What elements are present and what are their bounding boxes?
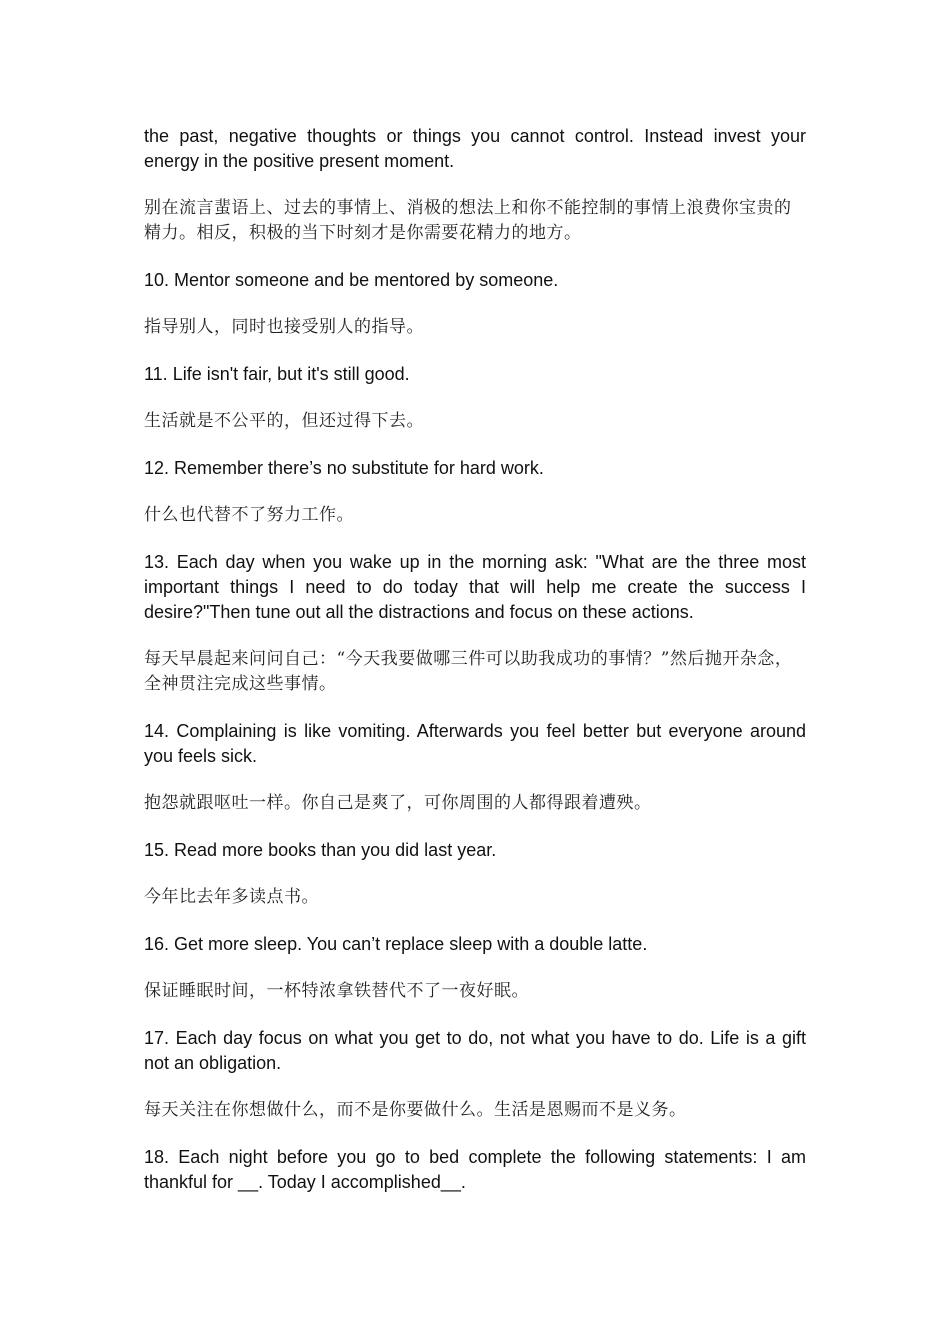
paragraph-english: 14. Complaining is like vomiting. Afterwards you feel better but everyone around you feels sick. [144,721,806,766]
paragraph-chinese: 每天早晨起来问问自己：“今天我要做哪三件可以助我成功的事情？”然后抛开杂念，全神贯注完成这些事情。 [144,649,793,694]
paragraph-chinese: 抱怨就跟呕吐一样。你自己是爽了，可你周围的人都得跟着遭殃。 [144,793,652,813]
paragraph-english: 10. Mentor someone and be mentored by someone. [144,270,559,290]
paragraph-english: 13. Each day when you wake up in the morning ask: "What are the three most important things I need to do today that will help me create the success I desire?"Then tune out all the distractions and focus on these actions. [144,552,806,622]
paragraph-chinese: 指导别人，同时也接受别人的指导。 [144,317,424,337]
document-page [144,124,806,1217]
paragraph-chinese: 今年比去年多读点书。 [144,887,319,907]
paragraph-english: 17. Each day focus on what you get to do, not what you have to do. Life is a gift not an obligation. [144,1028,806,1073]
paragraph-english: 11. Life isn't fair, but it's still good. [144,364,410,384]
paragraph-chinese: 保证睡眠时间，一杯特浓拿铁替代不了一夜好眠。 [144,981,529,1001]
paragraph-english: 15. Read more books than you did last year. [144,840,497,860]
paragraph-english: 16. Get more sleep. You can’t replace sleep with a double latte. [144,934,648,954]
paragraph-chinese: 每天关注在你想做什么，而不是你要做什么。生活是恩赐而不是义务。 [144,1100,687,1120]
paragraph-chinese: 别在流言蜚语上、过去的事情上、消极的想法上和你不能控制的事情上浪费你宝贵的精力。相反，积极的当下时刻才是你需要花精力的地方。 [144,198,792,243]
paragraph-chinese: 什么也代替不了努力工作。 [144,505,354,525]
paragraph-english: the past, negative thoughts or things you cannot control. Instead invest your energy in the positive present moment. [144,126,806,171]
paragraph-english: 12. Remember there’s no substitute for hard work. [144,458,544,478]
paragraph-english: 18. Each night before you go to bed complete the following statements: I am thankful for __. Today I accomplished__. [144,1147,806,1192]
paragraph-chinese: 生活就是不公平的，但还过得下去。 [144,411,424,431]
